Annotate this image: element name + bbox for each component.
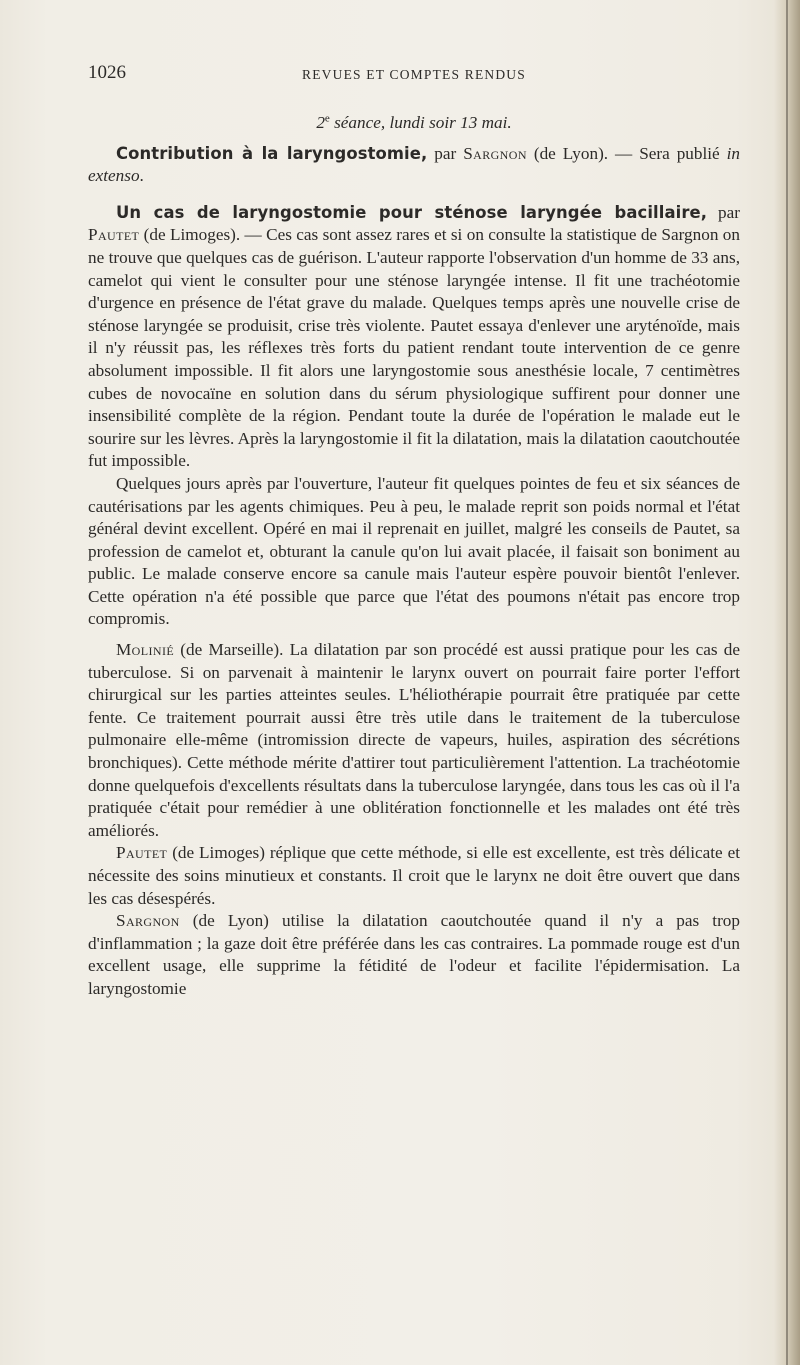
entry-author: Sargnon: [463, 143, 527, 163]
entry-affiliation: (de Lyon). — Sera publié: [526, 143, 727, 163]
entry-pautet-case: [88, 202, 740, 473]
session-heading: [88, 112, 740, 135]
page-content: [88, 62, 740, 1001]
page-number: 1026: [88, 62, 126, 83]
session-number-suffix: e: [324, 112, 330, 125]
discussion-text: (de Limoges) réplique que cette méthode, si elle est excellente, est très délicate et nécessite des soins minutieux et constants. Il croit que le larynx ne doit être ouvert que dans les cas désespérés.: [88, 843, 740, 908]
session-text: séance, lundi soir 13 mai.: [329, 113, 512, 132]
discussion-molinie: [88, 639, 740, 842]
discussion-sargnon: [88, 910, 740, 1000]
entry-author: Pautet: [88, 225, 140, 245]
entry-end: .: [139, 166, 144, 186]
spacer: [88, 188, 740, 194]
session-number: 2: [316, 113, 325, 132]
page-header: [88, 62, 740, 90]
discussion-text: (de Marseille). La dilatation par son procédé est aussi pratique pour les cas de tuberculose. Si on parvenait à maintenir le larynx ouvert on pourrait faire porter l'effort chirurgical sur les parties atteintes seules. L'héliothérapie pourrait être pratiquée par cette fente. Ce traitement pourrait aussi être très utile dans le traitement de la tuberculose pulmonaire elle-même (intromission directe de vapeurs, huiles, aspiration des sécrétions bronchiques). Cette méthode mérite d'attirer tout particulièrement l'attention. La trachéotomie donne quelquefois d'excellents résultats dans la tuberculose laryngée, dans tous les cas où il l'a pratiquée c'était pour remédier à une oblitération fonctionnelle et les malades ont été très améliorés.: [88, 640, 740, 840]
entry-by: par: [707, 202, 740, 222]
discussion-text: (de Lyon) utilise la dilatation caoutchoutée quand il n'y a pas trop d'inflammation ; la gaze doit être préférée dans les cas contraires. La pommade rouge est d'un excellent usage, elle supprime la fétidité de l'odeur et facilite l'épidermisation. La laryngostomie: [88, 911, 740, 998]
discussion-author: Pautet: [116, 843, 168, 863]
entry-italic-note: in extenso: [88, 143, 740, 186]
discussion-pautet: [88, 842, 740, 910]
entry-by: par: [427, 143, 464, 163]
entry-body: (de Limoges). — Ces cas sont assez rares et si on consulte la statistique de Sargnon on ne trouve que quelques cas de guérison. L'auteur rapporte l'observation d'un homme de 33 ans, camelot qui vient le consulter pour une sténose laryngée intense. Il fit une trachéotomie d'urgence en présence de l'état grave du malade. Quelques temps après une nouvelle crise de sténose laryngée se produisit, crise très violente. Pautet essaya d'enlever une aryténoïde, mais il n'y réussit pas, les réflexes très forts du patient rendant toute intervention de ce genre absolument impossible. Il fit alors une laryngostomie sous anesthésie locale, 7 centimètres cubes de novocaïne en solution dans du sérum physiologique suffirent pour donner une insensibilité complète de la région. Pendant toute la durée de l'opération le malade eut le sourire sur les lèvres. Après la laryngostomie il fit la dilatation, mais la dilatation caoutchoutée fut impossible.: [88, 225, 740, 471]
discussion-author: Molinié: [116, 640, 175, 660]
entry-continuation: Quelques jours après par l'ouverture, l'auteur fit quelques pointes de feu et six séances de cautérisations par les agents chimiques. Peu à peu, le malade reprit son poids normal et l'état général devint excellent. Opéré en mai il reprenait en juillet, malgré les conseils de Pautet, sa profession de camelot et, obturant la canule qu'on lui avait placée, il faisait son boniment au public. Le malade conserve encore sa canule mais l'auteur espère pouvoir bientôt l'enlever. Cette opération n'a été possible que parce que l'état des poumons n'était pas encore trop compromis.: [88, 473, 740, 629]
running-title: REVUES ET COMPTES RENDUS: [302, 67, 526, 82]
page-gutter-line: [786, 0, 788, 1365]
entry-title: Un cas de laryngostomie pour sténose laryngée bacillaire,: [116, 202, 708, 222]
entry-sargnon-contribution: [88, 143, 740, 188]
discussion-author: Sargnon: [116, 911, 180, 931]
entry-title: Contribution à la laryngostomie,: [116, 143, 428, 163]
